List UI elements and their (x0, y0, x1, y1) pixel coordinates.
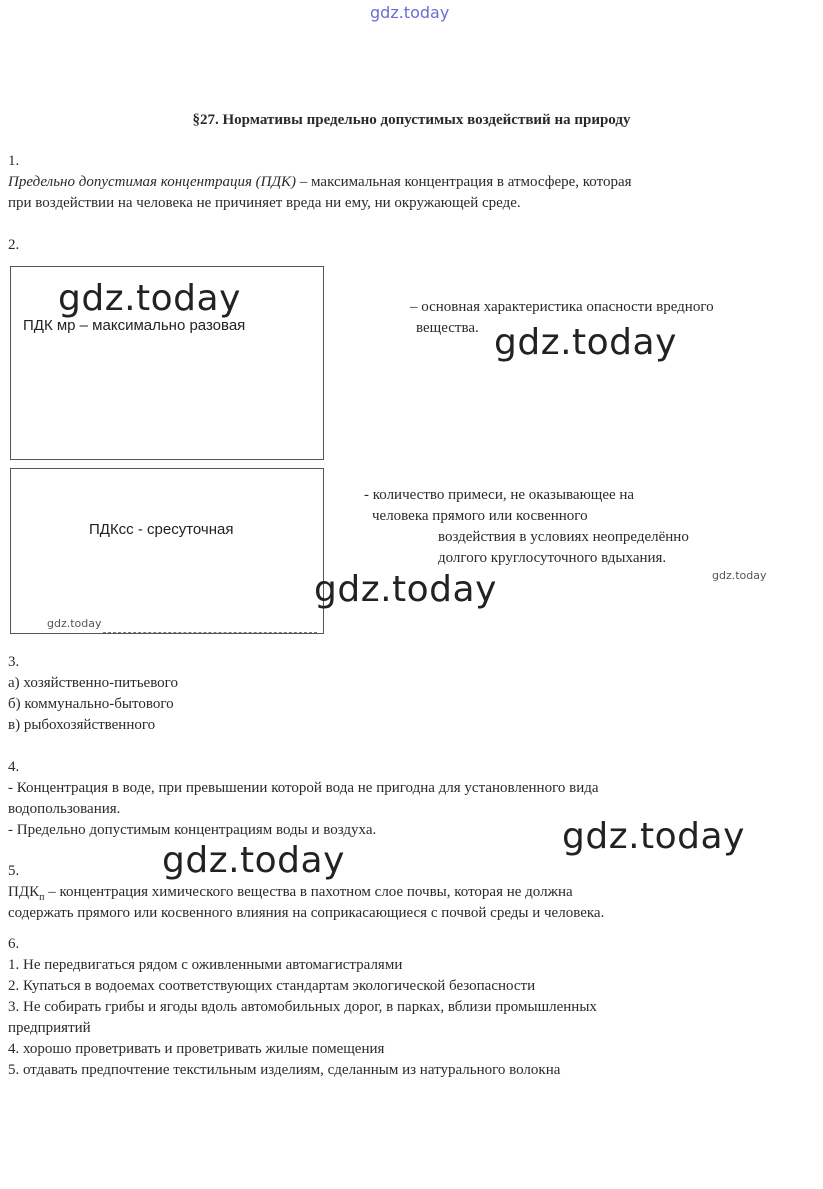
q4-line2: водопользования. (8, 801, 121, 817)
q3-number: 3. (8, 654, 20, 670)
q6-item-4: 4. хорошо проветривать и проветривать жилые помещения (8, 1041, 385, 1057)
q4-line1: - Концентрация в воде, при превышении которой вода не пригодна для установленного вида (8, 780, 599, 796)
watermark-large-1: gdz.today (58, 278, 241, 319)
box-small-watermark: gdz.today (47, 617, 102, 630)
q5-term: ПДК (8, 884, 40, 900)
q5-term-sub: п (39, 892, 45, 903)
q3-item-c: в) рыбохозяйственного (8, 717, 156, 733)
page-title: §27. Нормативы предельно допустимых воздействий на природу (192, 112, 631, 128)
pdk-ss-box (10, 468, 324, 634)
q6-item-1: 1. Не передвигаться рядом с оживленными автомагистралями (8, 957, 403, 973)
pdk-ss-desc-line2: человека прямого или косвенного (372, 508, 588, 524)
q1-line2: при воздействии на человека не причиняет вреда ни ему, ни окружающей среде. (8, 195, 521, 211)
q6-number: 6. (8, 936, 20, 952)
top-watermark: gdz.today (370, 3, 450, 22)
q4-number: 4. (8, 759, 20, 775)
q6-item-3: 3. Не собирать грибы и ягоды вдоль автомобильных дорог, в парках, вблизи промышленных (8, 999, 597, 1015)
side-small-watermark: gdz.today (712, 569, 767, 582)
q5-number: 5. (8, 863, 20, 879)
q6-item-5: 5. отдавать предпочтение текстильным изделиям, сделанным из натурального волокна (8, 1062, 561, 1078)
box-bottom-dashes (103, 632, 317, 633)
pdk-ss-label: ПДКсс - сресуточная (89, 521, 234, 538)
pdk-mr-desc-line1: – основная характеристика опасности вредного (410, 299, 714, 315)
q4-line3: - Предельно допустимым концентрациям воды и воздуха. (8, 822, 377, 838)
q1-line1-rest: – максимальная концентрация в атмосфере, которая (296, 174, 632, 190)
pdk-mr-label: ПДК мр – максимально разовая (23, 317, 246, 334)
q1-term: Предельно допустимая концентрация (ПДК) (8, 174, 297, 190)
q3-item-a: а) хозяйственно-питьевого (8, 675, 178, 691)
watermark-large-3: gdz.today (314, 569, 497, 610)
q3-item-b: б) коммунально-бытового (8, 696, 174, 712)
q2-number: 2. (8, 237, 20, 253)
q6-item-3-cont: предприятий (8, 1020, 91, 1036)
q1-number: 1. (8, 153, 20, 169)
q1-line1 (8, 172, 632, 193)
q5-line1-rest: – концентрация химического вещества в пахотном слое почвы, которая не должна (44, 884, 573, 900)
pdk-mr-desc-line2: вещества. (416, 320, 479, 336)
watermark-large-4: gdz.today (562, 816, 745, 857)
watermark-large-5: gdz.today (162, 840, 345, 881)
pdk-ss-desc-line1: - количество примеси, не оказывающее на (364, 487, 635, 503)
pdk-ss-desc-line3: воздействия в условиях неопределённо (438, 529, 689, 545)
q6-item-2: 2. Купаться в водоемах соответствующих стандартам экологической безопасности (8, 978, 536, 994)
watermark-large-2: gdz.today (494, 322, 677, 363)
pdk-ss-desc-line4: долгого круглосуточного вдыхания. (438, 550, 667, 566)
q5-line2: содержать прямого или косвенного влияния на соприкасающиеся с почвой среды и человека. (8, 905, 605, 921)
